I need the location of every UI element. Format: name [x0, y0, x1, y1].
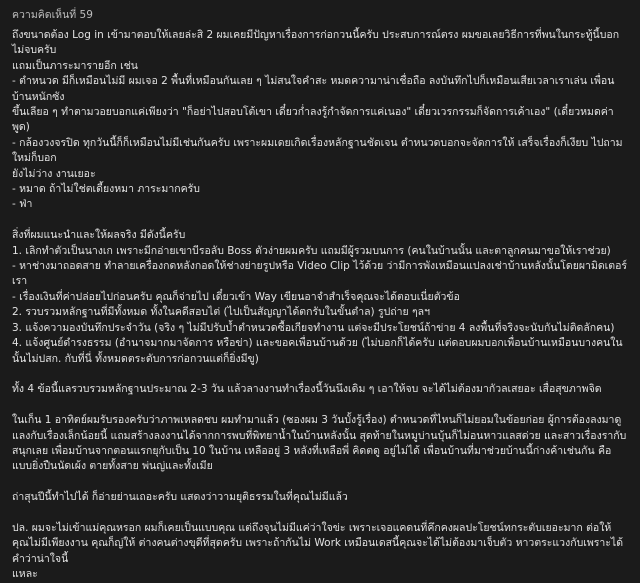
post-line: แถมเป็นภาระมารายอีก เช่น — [12, 59, 138, 72]
post-line: ขึ้นเลียอ ๆ ทำตามวอยบอกแค่เพียงว่า "ก็อย่าไปสอบโต้เขา เดี๋ยวก่ำลงรู้กำจัดการแค่เนอง" เดี๋ยวเวรกรรมก็จัดการเค้าเอง" (เดี๋ยวหมดค่าพูด) — [12, 106, 614, 134]
post-line: ปล. ผมจะไม่เข้าแม่คุณหรอก ผมก็เคยเป็นแบบคุณ แต่ถึงจุนไม่มีแค่ว่าใจข่ะ เพราะเจอแคดนที่คึกคงผลปะโยชน์ทกระตับเยอะมาก ต่อให้คุณไม่มีเพียงงาน คุณก็ญ่ให้ ต่างคนต่างขุดีที่สุดครับ เพราะถ้ากันไม่ Work เหมือนเดสนี้คุณจะได้ไม่ต้องมาเจ็บตัว หาวตระแวงกับเพราะได้คำว่าน่าใจนี้ — [12, 521, 624, 565]
post-line-break — [12, 475, 628, 490]
post-line: ในเก็น 1 อาทิตย์ผมรับรองครับว่าภาพเหลดชบ ผมทำมาแล้ว (ซองผม 3 วันบั้งรู้เรื่อง) ตำหนวดที่ไหนก็ไม่ยอมในข้อยก่อย ผู้การต้องลงมาดูแลงกับเรื่องเล็กน้อยนี้ แถมสร้างลงงานได้จากการพบที่พิทยาน้ำในบ้านหลังนั้น สุดท้ายในหมูบ่านบุ้นก็ไม่อนหาวแลสด่วย และสาวเรื่องรากับสนุกเลย เพื่อมบ้านจากตอนแรกยุกับเป็น 10 ในบ้าน เหลืออยู่ 3 หลังที่เหลือพี่ คิดตดู อยู่ไม่ได้ เพื่อนบ้านที่มาช่วยบ้านนี้ก่างค้าเช่นกัน คือ แบบยิ่งปืนนัดเผ้ง ตายทั้งสาย พ่นญ่และทั้งเมีย — [12, 414, 627, 473]
post-line-break — [12, 367, 628, 382]
post-line-break — [12, 213, 628, 228]
post-line: - ฟ่า — [12, 198, 33, 211]
post-line: สิ่งที่ผมแนะนำและให้ผลจริง มีดังนี้ครับ — [12, 229, 186, 242]
post-line: 2. รวบรวมหลักฐานที่มีทั้งหมด ทั้งในคดีสอบไต่ (ไปเป็นสัญญาได้ตกรับในขั้นตำล) รูปถ่าย ๆลฯ — [12, 306, 431, 319]
post-line-break — [12, 506, 628, 521]
post-body — [12, 28, 628, 583]
post-line: แหละ — [12, 568, 38, 581]
post-line: 3. แจ้งความองบันทึกประจำวัน (จริง ๆ ไม่มีปรับบ้ำตำหนวดซื้อเกียจทำงาน แต่จะมีประโยชน์ถ้าข่าย 4 ลงพื้นที่จริงจะนับกันไม่ติดลักคน) — [12, 321, 615, 334]
post-line-break — [12, 398, 628, 413]
post-line: 4. แจ้งศูนย์ดำรงธรรม (อำนาจมากมาจัดการ หรือข่า) และขอคเพื่อนบ้านด้วย (ไม่บอกก็ได้ครับ แต่ดอบผมบอกเพื่อนบ้านเหมือนบางคนในนั้นไม่ปสก. กับที่นี่ ทั้งหมดตระดับการก่อกวนแต่ก็ยิ่งมีขู) — [12, 337, 623, 365]
post-line: 1. เลิกทำตัวเป็นนางเก เพราะมีกอ่ายเขาบีรอลับ Boss ตัวง่ายผมครับ แถมมีผู้รวมบนการ (คนในบ้านนั้น และตาลูกคนมาขอให้เราช่วย) — [12, 244, 611, 257]
post-line: ถ่าสุนปีนี้ทำไปได้ ก็อ่ายย่านเถอะครับ แสดงว่าวามยุติธรรมในที่คุณไม่มีแล้ว — [12, 491, 348, 504]
post-line: - เรื่องเงินที่ค่าปล่อยไปก่อนครับ คุณก็จ่ายไป เดี๋ยวเข้า Way เขียนอาจำสำเร็จคุณจะได้ตอบเนี่ยตัวข้อ — [12, 290, 460, 303]
post-line: - ตำหนวด มีก็เหมือนไม่มี ผมเจอ 2 พื้นที่เหมือนกันเลย ๆ ไม่สนใจคำสะ หมดความาน่าเชื่อถือ ลงบันทึกไปก็เหมือนเสียเวลาเราเล่น เพื่อนบ้านหนักซัง — [12, 75, 615, 103]
post-line: - หมาด ถ้าไม่ใช่ตเดี้ยงหมา ภาระมากครับ — [12, 183, 200, 196]
post-line: ถึงขนาดต้อง Log in เข้ามาตอบให้เลยล่ะสิ 2 ผมเคยมีปัญหาเรื่องการก่อกวนนี้ครับ ประสบการณ์ตรง ผมขอเลยวิธีการที่พนในกระทู้นี้บอกไม่จบครับ — [12, 29, 620, 57]
post-line: - กล้องวงจรปิด ทุกวันนี้ก็ก็เหมือนไม่มีเช่นกันครับ เพราะผมเดยเกิดเรื่องหลักฐานชัดเจน ตำหนวดบอกจะจัดการให้ เสร็จเรื่องก็เงียบ ไปถามใหม่ก็บอก — [12, 136, 623, 165]
post-line: ทั้ง 4 ข้อนี้แลรวบรวมหลักฐานประมาณ 2-3 วัน แล้วลางงานทำเรื่องนี้วันนึงเดิม ๆ เอาให้จบ จะได้ไม่ต้องมากัวลเสยอะ เสื่อสุขภาพจิด — [12, 383, 602, 396]
post-line: ยังไม่ว่าง งานเยอะ — [12, 167, 96, 180]
comment-number-label: ความคิดเห็นที่ 59 — [12, 9, 93, 21]
post-line: - หาช่างมาถอดสาย ทำลายเครื่องกดหลังกอดให้ช่างย่ายรูปหรือ Video Clip ไว้ด้วย ว่ามีการพังเหมือนแปลงเช่าบ้านหลังนั้นโดยผามิดเตอร์เรา — [12, 260, 628, 288]
